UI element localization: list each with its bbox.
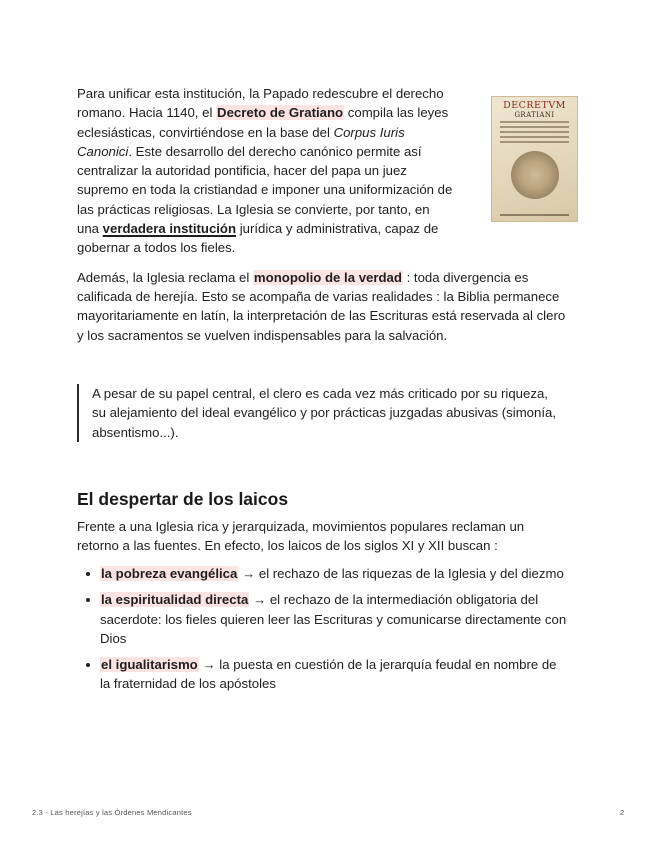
paragraph-monopolio: Además, la Iglesia reclama el monopolio de la verdad : toda divergencia es calificada de herejía. Esto se acompaña de varias realidades : la Biblia permanece mayoritariamente en latín, la interpretación de las Escrituras está reservada al clero y los sacramentos se vuelven indispensables para la salvación.: [77, 269, 566, 343]
highlight-decreto-gratiano: Decreto de Gratiano: [217, 105, 344, 121]
figure-subtitle: GRATIANI: [514, 111, 555, 119]
bullet-term: la pobreza evangélica: [101, 566, 238, 581]
bullet-list: [77, 564, 567, 701]
bullet-term: el igualitarismo: [101, 657, 198, 673]
figure-footer-line: [500, 214, 569, 216]
footer-title: 2.3 - Las herejías y las Órdenes Mendicantes: [32, 808, 192, 817]
page-number: 2: [620, 808, 625, 817]
bullet-term: la espiritualidad directa: [101, 592, 249, 608]
list-item: el igualitarismo → la puesta en cuestión de la jerarquía feudal en nombre de la fraternidad de los apóstoles: [77, 655, 567, 694]
decretum-gratiani-image: [491, 96, 578, 222]
blockquote: A pesar de su papel central, el clero es cada vez más criticado por su riqueza, su alejamiento del ideal evangélico y por prácticas juzgadas abusivas (simonía, absentismo...).: [77, 384, 559, 442]
figure-text-lines: [500, 121, 569, 146]
list-item: la espiritualidad directa → el rechazo de la intermediación obligatoria del sacerdote: los fieles quieren leer las Escrituras y comunicarse directamente con Dios: [77, 590, 567, 648]
italic-corpus: Corpus Iuris Canonici: [77, 124, 405, 159]
intro-paragraph: Frente a una Iglesia rica y jerarquizada, movimientos populares reclaman un retorno a las fuentes. En efecto, los laicos de los siglos XI y XII buscan :: [77, 519, 525, 554]
figure-emblem: [511, 151, 559, 199]
underline-verdadera-institucion: verdadera institución: [102, 221, 237, 237]
paragraph-decreto: Para unificar esta institución, la Papado redescubre el derecho romano. Hacia 1140, el Decreto de Gratiano compila las leyes eclesiásticas, convirtiéndose en la base del Corpus Iuris Canonici. Este desarrollo del derecho canónico permite así centralizar la autoridad pontificia, hacer del papa un juez supremo en toda la cristiandad e imponer una uniformización de las prácticas religiosas. La Iglesia se convierte, por tanto, en una verdadera institución jurídica y administrativa, capaz de gobernar a todos los fieles.: [77, 86, 453, 256]
highlight-monopolio: monopolio de la verdad: [253, 269, 402, 285]
figure-title: DECRETVM: [503, 100, 566, 111]
list-item: la pobreza evangélica → el rechazo de las riquezas de la Iglesia y del diezmo: [77, 564, 567, 583]
section-heading: El despertar de los laicos: [77, 489, 289, 509]
